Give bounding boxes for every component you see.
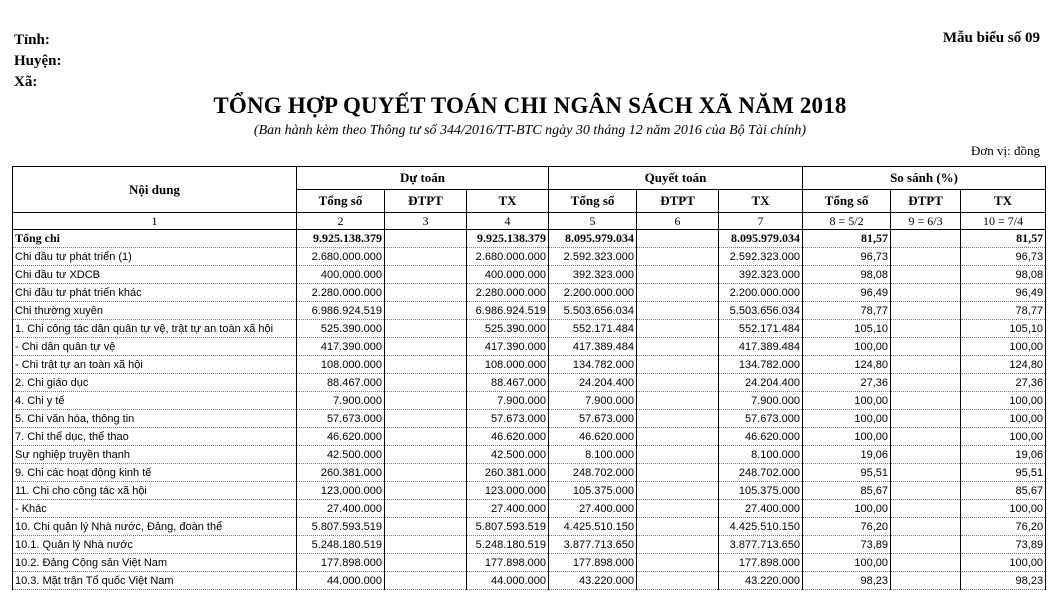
row-value: 43.220.000: [719, 572, 803, 590]
row-label: 10.3. Mặt trận Tổ quốc Việt Nam: [13, 572, 297, 590]
row-value: [385, 572, 467, 590]
row-value: 2.280.000.000: [467, 284, 549, 302]
column-number: 10 = 7/4: [961, 213, 1046, 230]
row-value: [385, 518, 467, 536]
row-value: [385, 428, 467, 446]
row-value: 9.925.138.379: [297, 230, 385, 248]
row-value: 7.900.000: [719, 392, 803, 410]
row-value: 96,73: [803, 248, 891, 266]
row-value: [385, 464, 467, 482]
row-value: 57.673.000: [719, 410, 803, 428]
row-value: 108.000.000: [297, 356, 385, 374]
row-value: [891, 446, 961, 464]
row-value: 400.000.000: [297, 266, 385, 284]
row-value: 27,36: [961, 374, 1046, 392]
column-number: 5: [549, 213, 637, 230]
row-value: 19,06: [961, 446, 1046, 464]
table-row: [13, 284, 1046, 302]
row-value: 27.400.000: [719, 500, 803, 518]
row-value: 123.000.000: [297, 482, 385, 500]
row-value: 417.390.000: [297, 338, 385, 356]
row-value: 5.807.593.519: [297, 518, 385, 536]
row-value: 27.400.000: [467, 500, 549, 518]
row-value: [637, 446, 719, 464]
table-row: [13, 410, 1046, 428]
row-value: 248.702.000: [719, 464, 803, 482]
column-number: 4: [467, 213, 549, 230]
row-value: 24.204.400: [549, 374, 637, 392]
sub-header: TX: [961, 190, 1046, 213]
column-number: 9 = 6/3: [891, 213, 961, 230]
row-value: [637, 302, 719, 320]
row-value: 177.898.000: [297, 554, 385, 572]
report-subtitle: (Ban hành kèm theo Thông tư số 344/2016/TT-BTC ngày 30 tháng 12 năm 2016 của Bộ Tài chính): [253, 123, 807, 138]
row-value: [385, 554, 467, 572]
row-value: 27,36: [803, 374, 891, 392]
row-value: 100,00: [803, 410, 891, 428]
row-value: 134.782.000: [719, 356, 803, 374]
row-value: 417.389.484: [719, 338, 803, 356]
commune-label: Xã:: [14, 74, 38, 90]
column-number: 3: [385, 213, 467, 230]
row-value: 2.200.000.000: [549, 284, 637, 302]
row-value: [891, 356, 961, 374]
table-row: [13, 464, 1046, 482]
row-value: [637, 338, 719, 356]
row-value: 81,57: [961, 230, 1046, 248]
row-label: Sự nghiệp truyền thanh: [13, 446, 297, 464]
row-value: 88.467.000: [467, 374, 549, 392]
row-value: 525.390.000: [297, 320, 385, 338]
row-value: 27.400.000: [297, 500, 385, 518]
sub-header: ĐTPT: [637, 190, 719, 213]
form-number: Mẫu biểu số 09: [942, 30, 1040, 46]
unit-label: Đơn vị: đồng: [971, 143, 1040, 158]
row-value: 96,49: [803, 284, 891, 302]
row-value: [891, 554, 961, 572]
row-value: [891, 518, 961, 536]
row-value: 4.425.510.150: [719, 518, 803, 536]
row-value: 98,08: [803, 266, 891, 284]
row-value: [891, 320, 961, 338]
row-value: 400.000.000: [467, 266, 549, 284]
row-value: 98,23: [803, 572, 891, 590]
row-value: [891, 284, 961, 302]
row-value: [891, 410, 961, 428]
row-value: 100,00: [961, 410, 1046, 428]
row-value: 100,00: [961, 500, 1046, 518]
row-label: 10.1. Quản lý Nhà nước: [13, 536, 297, 554]
table-row: [13, 356, 1046, 374]
row-value: [385, 500, 467, 518]
row-value: [891, 230, 961, 248]
row-label: 10.2. Đảng Cộng sản Việt Nam: [13, 554, 297, 572]
row-value: 552.171.484: [549, 320, 637, 338]
row-value: [637, 374, 719, 392]
sub-header: TX: [467, 190, 549, 213]
row-value: [891, 248, 961, 266]
row-value: 2.680.000.000: [297, 248, 385, 266]
table-row: [13, 266, 1046, 284]
group-header-estimate: Dự toán: [297, 167, 549, 190]
row-value: 177.898.000: [719, 554, 803, 572]
row-value: 81,57: [803, 230, 891, 248]
row-value: [891, 374, 961, 392]
row-value: [637, 428, 719, 446]
row-value: [891, 392, 961, 410]
row-value: 44.000.000: [297, 572, 385, 590]
row-value: 100,00: [803, 428, 891, 446]
row-value: 100,00: [961, 428, 1046, 446]
row-value: 24.204.400: [719, 374, 803, 392]
row-value: [637, 518, 719, 536]
row-value: 57.673.000: [549, 410, 637, 428]
province-label: Tỉnh:: [14, 32, 50, 48]
row-value: 177.898.000: [549, 554, 637, 572]
table-row: [13, 482, 1046, 500]
row-value: [637, 554, 719, 572]
table-row: [13, 302, 1046, 320]
row-value: [637, 500, 719, 518]
row-value: [637, 266, 719, 284]
sub-header: ĐTPT: [891, 190, 961, 213]
row-value: [385, 338, 467, 356]
row-value: [891, 500, 961, 518]
row-value: [637, 320, 719, 338]
row-value: [637, 464, 719, 482]
row-label: Chi đầu tư phát triển (1): [13, 248, 297, 266]
row-value: 42.500.000: [467, 446, 549, 464]
row-value: 57.673.000: [467, 410, 549, 428]
table-row: [13, 446, 1046, 464]
column-number: 6: [637, 213, 719, 230]
row-value: 78,77: [961, 302, 1046, 320]
row-value: 8.095.979.034: [719, 230, 803, 248]
sub-header: ĐTPT: [385, 190, 467, 213]
row-value: 9.925.138.379: [467, 230, 549, 248]
row-label: Chi đầu tư XDCB: [13, 266, 297, 284]
sub-header: Tổng số: [297, 190, 385, 213]
row-value: 100,00: [803, 500, 891, 518]
table-row: [13, 338, 1046, 356]
row-value: 95,51: [803, 464, 891, 482]
row-value: 5.503.656.034: [719, 302, 803, 320]
row-value: [385, 356, 467, 374]
column-number: 7: [719, 213, 803, 230]
table-row: [13, 500, 1046, 518]
row-value: 2.680.000.000: [467, 248, 549, 266]
row-value: 98,08: [961, 266, 1046, 284]
row-value: [385, 482, 467, 500]
row-value: 105,10: [803, 320, 891, 338]
row-value: 6.986.924.519: [297, 302, 385, 320]
row-value: 5.503.656.034: [549, 302, 637, 320]
row-value: [385, 248, 467, 266]
sub-header: Tổng số: [803, 190, 891, 213]
row-value: 73,89: [961, 536, 1046, 554]
row-value: [637, 356, 719, 374]
row-label: 2. Chi giáo dục: [13, 374, 297, 392]
row-value: 96,73: [961, 248, 1046, 266]
row-value: 123.000.000: [467, 482, 549, 500]
row-value: 46.620.000: [719, 428, 803, 446]
row-value: [385, 284, 467, 302]
row-value: [385, 536, 467, 554]
row-value: 8.100.000: [549, 446, 637, 464]
table-row: [13, 518, 1046, 536]
row-value: 5.248.180.519: [467, 536, 549, 554]
row-value: 2.200.000.000: [719, 284, 803, 302]
row-value: [385, 266, 467, 284]
row-value: [891, 428, 961, 446]
report-title: TỔNG HỢP QUYẾT TOÁN CHI NGÂN SÁCH XÃ NĂM 2018: [213, 93, 847, 118]
row-value: 44.000.000: [467, 572, 549, 590]
row-value: 5.248.180.519: [297, 536, 385, 554]
row-value: 57.673.000: [297, 410, 385, 428]
row-value: 46.620.000: [297, 428, 385, 446]
row-value: 8.100.000: [719, 446, 803, 464]
row-value: 7.900.000: [549, 392, 637, 410]
row-value: 100,00: [961, 338, 1046, 356]
table-row: [13, 392, 1046, 410]
row-value: [891, 302, 961, 320]
column-number: 8 = 5/2: [803, 213, 891, 230]
row-value: 105,10: [961, 320, 1046, 338]
row-label: 4. Chi y tế: [13, 392, 297, 410]
row-value: 46.620.000: [549, 428, 637, 446]
row-label: - Chi trật tự an toàn xã hội: [13, 356, 297, 374]
row-value: 3.877.713.650: [549, 536, 637, 554]
row-label: 11. Chi cho công tác xã hội: [13, 482, 297, 500]
row-value: 105.375.000: [549, 482, 637, 500]
row-value: [637, 410, 719, 428]
col-content-header: Nội dung: [13, 167, 297, 213]
row-label: 9. Chi các hoạt động kinh tế: [13, 464, 297, 482]
row-label: 7. Chi thể dục, thể thao: [13, 428, 297, 446]
row-value: 76,20: [803, 518, 891, 536]
row-value: [891, 464, 961, 482]
row-label: Tổng chi: [13, 230, 297, 248]
row-value: 525.390.000: [467, 320, 549, 338]
location-header: [14, 30, 62, 93]
row-value: 417.390.000: [467, 338, 549, 356]
group-header-comparison: So sánh (%): [803, 167, 1046, 190]
row-value: [637, 572, 719, 590]
row-value: 42.500.000: [297, 446, 385, 464]
row-value: 260.381.000: [297, 464, 385, 482]
row-value: 392.323.000: [719, 266, 803, 284]
row-value: 78,77: [803, 302, 891, 320]
row-label: 1. Chi công tác dân quân tự vệ, trật tự an toàn xã hội: [13, 320, 297, 338]
row-value: [385, 410, 467, 428]
row-value: [891, 536, 961, 554]
row-value: [385, 392, 467, 410]
row-value: 88.467.000: [297, 374, 385, 392]
row-value: 392.323.000: [549, 266, 637, 284]
row-label: - Khác: [13, 500, 297, 518]
row-value: 134.782.000: [549, 356, 637, 374]
row-value: 100,00: [803, 392, 891, 410]
table-row: [13, 428, 1046, 446]
row-value: 177.898.000: [467, 554, 549, 572]
row-value: [385, 446, 467, 464]
row-value: 95,51: [961, 464, 1046, 482]
row-value: [637, 230, 719, 248]
row-value: 5.807.593.519: [467, 518, 549, 536]
row-value: [891, 338, 961, 356]
row-value: 100,00: [803, 338, 891, 356]
row-value: 7.900.000: [297, 392, 385, 410]
row-value: [891, 482, 961, 500]
row-value: 8.095.979.034: [549, 230, 637, 248]
row-value: 85,67: [961, 482, 1046, 500]
row-value: 43.220.000: [549, 572, 637, 590]
district-label: Huyện:: [14, 53, 62, 69]
row-value: 2.280.000.000: [297, 284, 385, 302]
table-row: [13, 374, 1046, 392]
sub-header: Tổng số: [549, 190, 637, 213]
row-label: 5. Chi văn hóa, thông tin: [13, 410, 297, 428]
row-value: 7.900.000: [467, 392, 549, 410]
row-value: [637, 248, 719, 266]
row-value: 2.592.323.000: [719, 248, 803, 266]
row-value: 27.400.000: [549, 500, 637, 518]
row-label: 10. Chi quản lý Nhà nước, Đảng, đoàn thể: [13, 518, 297, 536]
sub-header: TX: [719, 190, 803, 213]
row-label: Chi đầu tư phát triển khác: [13, 284, 297, 302]
row-value: 96,49: [961, 284, 1046, 302]
row-value: 260.381.000: [467, 464, 549, 482]
table-row: [13, 230, 1046, 248]
row-value: [385, 320, 467, 338]
row-value: [385, 302, 467, 320]
row-value: 124,80: [961, 356, 1046, 374]
row-value: 100,00: [803, 554, 891, 572]
row-value: [385, 374, 467, 392]
row-value: 100,00: [961, 554, 1046, 572]
row-value: 3.877.713.650: [719, 536, 803, 554]
row-value: 124,80: [803, 356, 891, 374]
row-value: 46.620.000: [467, 428, 549, 446]
row-value: 85,67: [803, 482, 891, 500]
row-value: 19,06: [803, 446, 891, 464]
row-value: [637, 482, 719, 500]
row-value: [891, 266, 961, 284]
row-value: 6.986.924.519: [467, 302, 549, 320]
row-value: 2.592.323.000: [549, 248, 637, 266]
row-value: 73,89: [803, 536, 891, 554]
row-value: [385, 230, 467, 248]
row-label: Chi thường xuyên: [13, 302, 297, 320]
row-value: [637, 536, 719, 554]
row-value: 98,23: [961, 572, 1046, 590]
row-label: - Chi dân quân tự vệ: [13, 338, 297, 356]
row-value: [891, 572, 961, 590]
column-number: 1: [13, 213, 297, 230]
table-row: [13, 320, 1046, 338]
table-row: [13, 248, 1046, 266]
table-row: [13, 572, 1046, 590]
row-value: [637, 392, 719, 410]
row-value: 100,00: [961, 392, 1046, 410]
row-value: [637, 284, 719, 302]
budget-table: [12, 166, 1046, 590]
column-number: 2: [297, 213, 385, 230]
row-value: 108.000.000: [467, 356, 549, 374]
row-value: 248.702.000: [549, 464, 637, 482]
row-value: 417.389.484: [549, 338, 637, 356]
table-row: [13, 536, 1046, 554]
row-value: 4.425.510.150: [549, 518, 637, 536]
table-row: [13, 554, 1046, 572]
row-value: 105.375.000: [719, 482, 803, 500]
row-value: 76,20: [961, 518, 1046, 536]
row-value: 552.171.484: [719, 320, 803, 338]
group-header-settlement: Quyết toán: [549, 167, 803, 190]
